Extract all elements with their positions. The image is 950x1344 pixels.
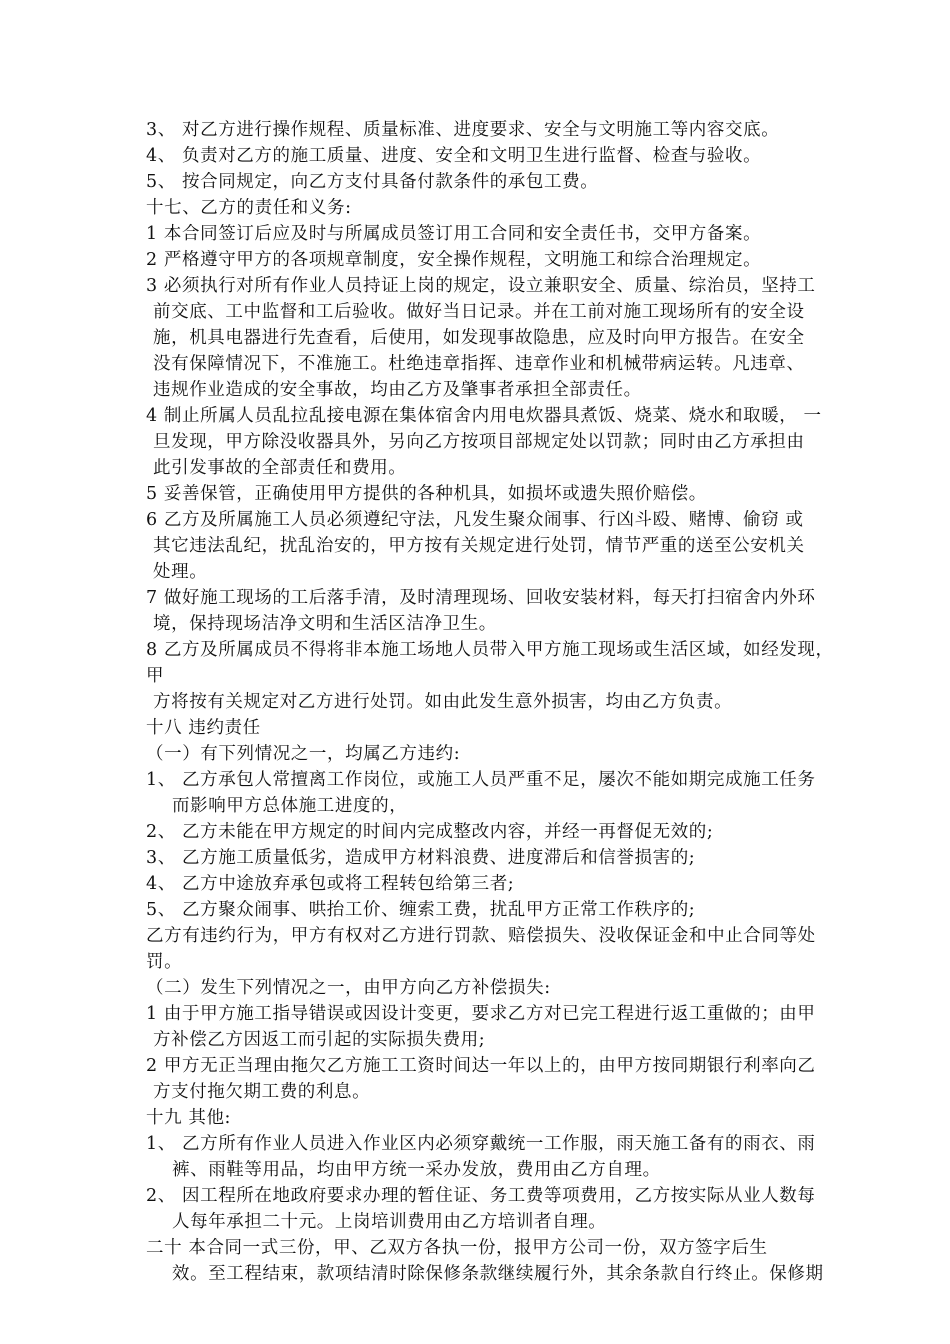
text-line: 5、 乙方聚众闹事、哄抬工价、缠索工费，扰乱甲方正常工作秩序的; [146, 900, 696, 920]
text-line: 违规作业造成的安全事故，均由乙方及肇事者承担全部责任。 [153, 380, 642, 400]
text-line: 4 制止所属人员乱拉乱接电源在集体宿舍内用电炊器具煮饭、烧菜、烧水和取暖， 一 [146, 406, 822, 426]
text-line: 1 本合同签订后应及时与所属成员签订用工合同和安全责任书，交甲方备案。 [146, 224, 762, 244]
text-line: 1、 乙方承包人常擅离工作岗位，或施工人员严重不足，屡次不能如期完成施工任务 [146, 770, 816, 790]
text-line: （一）有下列情况之一，均属乙方违约: [146, 744, 461, 764]
text-line: 4、 负责对乙方的施工质量、进度、安全和文明卫生进行监督、检查与验收。 [146, 146, 762, 166]
text-line: 而影响甲方总体施工进度的， [172, 796, 408, 816]
text-line: 裤、雨鞋等用品，均由甲方统一采办发放，费用由乙方自理。 [172, 1160, 661, 1180]
text-line: 效。至工程结束，款项结清时除保修条款继续履行外，其余条款自行终止。保修期 [172, 1264, 824, 1284]
text-line: 旦发现，甲方除没收器具外，另向乙方按项目部规定处以罚款；同时由乙方承担由 [153, 432, 805, 452]
text-line: （二）发生下列情况之一，由甲方向乙方补偿损失: [146, 978, 551, 998]
text-line: 施，机具电器进行先查看，后使用，如发现事故隐患，应及时向甲方报告。在安全 [153, 328, 805, 348]
text-line: 5、 按合同规定，向乙方支付具备付款条件的承包工费。 [146, 172, 599, 192]
text-line: 前交底、工中监督和工后验收。做好当日记录。并在工前对施工现场所有的安全设 [153, 302, 805, 322]
text-line: 乙方有违约行为，甲方有权对乙方进行罚款、赔偿损失、没收保证金和中止合同等处 [146, 926, 816, 946]
text-line: 罚。 [146, 952, 183, 972]
section-heading: 十七、乙方的责任和义务: [146, 198, 352, 218]
section-heading: 十八 违约责任 [146, 718, 261, 738]
text-line: 其它违法乱纪，扰乱治安的，甲方按有关规定进行处罚，情节严重的送至公安机关 [153, 536, 805, 556]
text-line: 处理。 [153, 562, 208, 582]
text-line: 2 甲方无正当理由拖欠乙方施工工资时间达一年以上的，由甲方按同期银行利率向乙 [146, 1056, 816, 1076]
text-line: 没有保障情况下，不准施工。杜绝违章指挥、违章作业和机械带病运转。凡违章、 [153, 354, 805, 374]
text-line: 8 乙方及所属成员不得将非本施工场地人员带入甲方施工现场或生活区域，如经发现， [146, 640, 834, 660]
section-heading: 十九 其他: [146, 1108, 232, 1128]
text-line: 甲 [146, 666, 165, 686]
text-line: 2、 因工程所在地政府要求办理的暂住证、务工费等项费用，乙方按实际从业人数每 [146, 1186, 816, 1206]
text-line: 方支付拖欠期工费的利息。 [153, 1082, 371, 1102]
text-line: 2、 乙方未能在甲方规定的时间内完成整改内容，并经一再督促无效的; [146, 822, 714, 842]
text-line: 1 由于甲方施工指导错误或因设计变更，要求乙方对已完工程进行返工重做的；由甲 [146, 1004, 816, 1024]
text-line: 境，保持现场洁净文明和生活区洁净卫生。 [153, 614, 497, 634]
text-line: 方补偿乙方因返工而引起的实际损失费用; [153, 1030, 486, 1050]
text-line: 此引发事故的全部责任和费用。 [153, 458, 407, 478]
text-line: 7 做好施工现场的工后落手清，及时清理现场、回收安装材料，每天打扫宿舍内外环 [146, 588, 816, 608]
text-line: 5 妥善保管，正确使用甲方提供的各种机具，如损坏或遗失照价赔偿。 [146, 484, 707, 504]
text-line: 6 乙方及所属施工人员必须遵纪守法，凡发生聚众闹事、行凶斗殴、赌博、偷窃 或 [146, 510, 804, 530]
text-line: 1、 乙方所有作业人员进入作业区内必须穿戴统一工作服，雨天施工备有的雨衣、雨 [146, 1134, 816, 1154]
text-line: 4、 乙方中途放弃承包或将工程转包给第三者; [146, 874, 515, 894]
text-line: 人每年承担二十元。上岗培训费用由乙方培训者自理。 [172, 1212, 607, 1232]
text-line: 方将按有关规定对乙方进行处罚。如由此发生意外损害，均由乙方负责。 [153, 692, 733, 712]
text-line: 3、 乙方施工质量低劣，造成甲方材料浪费、进度滞后和信誉损害的; [146, 848, 696, 868]
text-line: 2 严格遵守甲方的各项规章制度，安全操作规程，文明施工和综合治理规定。 [146, 250, 762, 270]
section-heading: 二十 本合同一式三份，甲、乙双方各执一份，报甲方公司一份，双方签字后生 [146, 1238, 768, 1258]
text-line: 3、 对乙方进行操作规程、质量标准、进度要求、安全与文明施工等内容交底。 [146, 120, 780, 140]
text-line: 3 必须执行对所有作业人员持证上岗的规定，设立兼职安全、质量、综治员，坚持工 [146, 276, 816, 296]
